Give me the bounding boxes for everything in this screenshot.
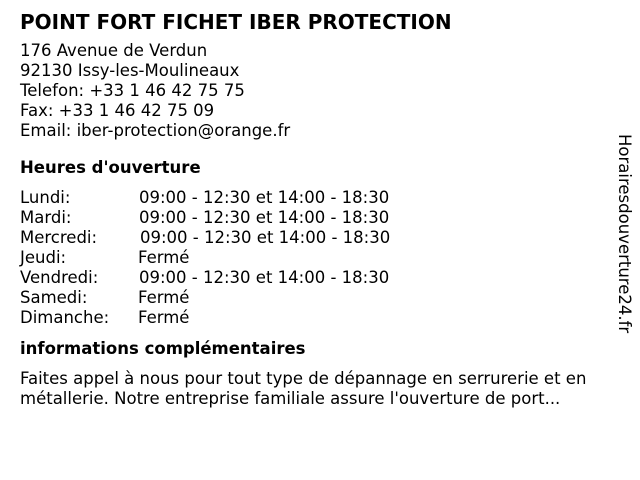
hours-day-label: Lundi: bbox=[20, 188, 71, 207]
hours-row-wednesday bbox=[20, 228, 610, 248]
email-address: Email: iber-protection@orange.fr bbox=[20, 121, 291, 140]
hours-value: 09:00 - 12:30 et 14:00 - 18:30 bbox=[139, 268, 390, 287]
hours-row-friday bbox=[20, 268, 610, 288]
hours-row-monday bbox=[20, 188, 610, 208]
hours-value: Fermé bbox=[138, 288, 190, 307]
site-watermark: Horairesdouverture24.fr bbox=[615, 134, 634, 334]
hours-day-label: Vendredi: bbox=[20, 268, 99, 287]
hours-value: 09:00 - 12:30 et 14:00 - 18:30 bbox=[140, 228, 391, 247]
address-block bbox=[20, 41, 610, 141]
hours-value: Fermé bbox=[138, 248, 190, 267]
hours-day-label: Samedi: bbox=[20, 288, 88, 307]
hours-day-label: Dimanche: bbox=[20, 308, 110, 327]
address-city: 92130 Issy-les-Moulineaux bbox=[20, 61, 240, 80]
hours-row-thursday bbox=[20, 248, 610, 268]
hours-day-label: Mardi: bbox=[20, 208, 72, 227]
hours-list bbox=[20, 188, 610, 328]
hours-value: Fermé bbox=[138, 308, 190, 327]
hours-row-sunday bbox=[20, 308, 610, 328]
hours-day-label: Mercredi: bbox=[20, 228, 98, 247]
hours-value: 09:00 - 12:30 et 14:00 - 18:30 bbox=[139, 208, 390, 227]
business-card bbox=[20, 9, 610, 409]
phone-number: Telefon: +33 1 46 42 75 75 bbox=[20, 81, 245, 100]
business-name: POINT FORT FICHET IBER PROTECTION bbox=[20, 10, 452, 34]
info-heading: informations complémentaires bbox=[20, 339, 306, 358]
hours-value: 09:00 - 12:30 et 14:00 - 18:30 bbox=[139, 188, 390, 207]
address-street: 176 Avenue de Verdun bbox=[20, 41, 208, 60]
hours-row-tuesday bbox=[20, 208, 610, 228]
hours-row-saturday bbox=[20, 288, 610, 308]
fax-number: Fax: +33 1 46 42 75 09 bbox=[20, 101, 215, 120]
hours-heading: Heures d'ouverture bbox=[20, 158, 201, 177]
info-description: Faites appel à nous pour tout type de dépannage en serrurerie et en métallerie. Notre entreprise familiale assure l'ouverture de port... bbox=[20, 369, 587, 408]
hours-day-label: Jeudi: bbox=[20, 248, 67, 267]
